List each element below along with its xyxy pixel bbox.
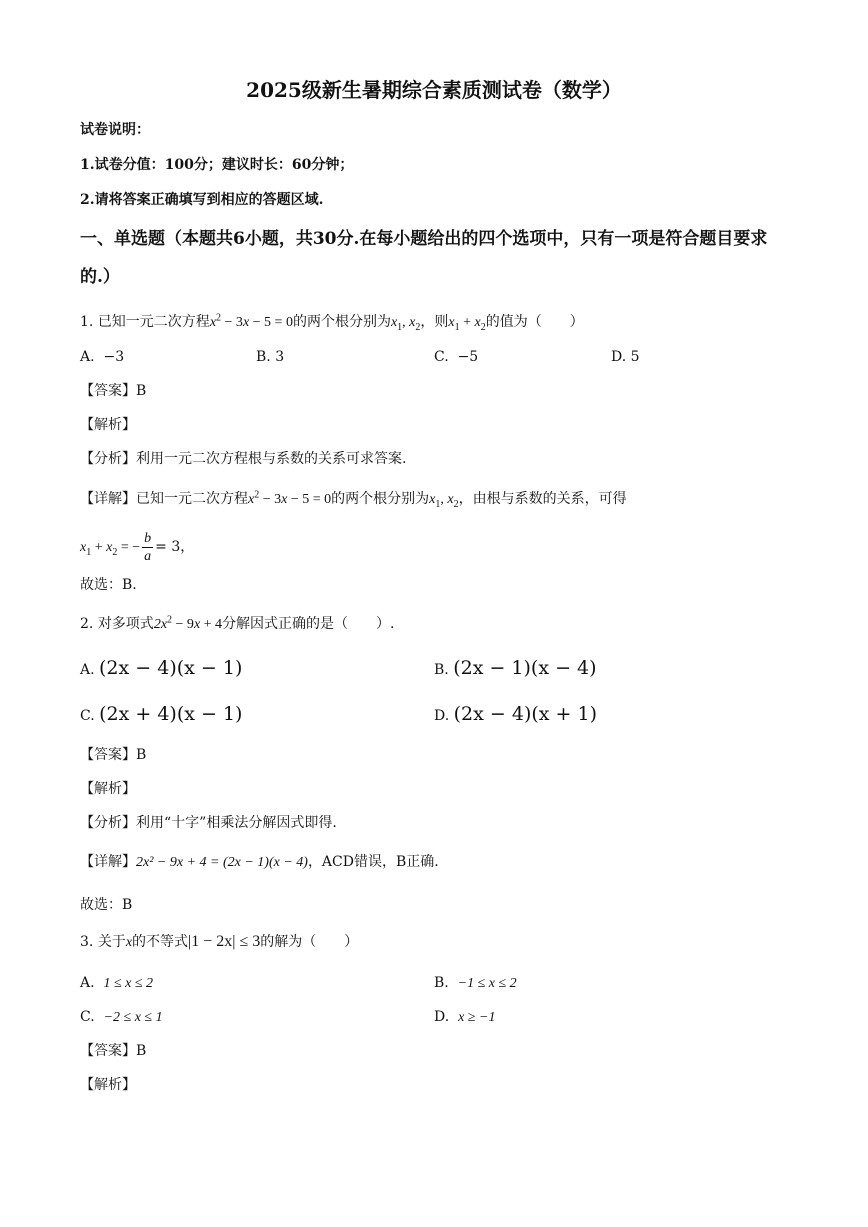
q2-option-d: D. (2x − 4)(x + 1): [434, 703, 597, 725]
q1-expr: $x_1 + x_2$: [448, 315, 486, 333]
q3-analysis-label: 【解析】: [80, 1077, 136, 1093]
q1-analysis: 【分析】利用一元二次方程根与系数的关系可求答案.: [80, 451, 407, 467]
q1-option-b: B. 3: [256, 349, 285, 365]
q2-option-c: C. (2x + 4)(x − 1): [80, 703, 243, 725]
q3-option-d: D. x ≥ −1: [434, 1009, 496, 1025]
section-heading-line-1: 一、单选题（本题共6小题，共30分.在每小题给出的四个选项中，只有一项是符合题目要求: [80, 229, 768, 249]
q1-analysis-label: 【解析】: [80, 417, 136, 433]
q3-option-b: B. −1 ≤ x ≤ 2: [434, 975, 517, 991]
q2-poly: $2x^2 - 9x + 4$: [153, 614, 223, 632]
q3-answer: 【答案】B: [80, 1043, 147, 1059]
q1-equation: $x^2 - 3x - 5 = 0$: [209, 312, 293, 330]
q1-option-d: D. 5: [611, 349, 640, 365]
q2-analysis: 【分析】利用“十字”相乘法分解因式即得.: [80, 815, 337, 831]
q1-stem: 1. 已知一元二次方程$x^2 - 3x - 5 = 0$的两个根分别为$x_1$, $x_2$，则$x_1 + x_2$的值为（ ）: [80, 312, 584, 333]
page-title: 2025级新生暑期综合素质测试卷（数学）: [246, 78, 622, 102]
section-heading-line-2: 的.）: [80, 267, 120, 287]
q2-answer: 【答案】B: [80, 747, 147, 763]
q1-option-a: A. −3: [80, 349, 125, 365]
notes-heading: 试卷说明：: [80, 122, 150, 138]
q3-option-a: A. 1 ≤ x ≤ 2: [80, 975, 154, 991]
q1-answer: 【答案】B: [80, 383, 147, 399]
q3-inequality: |1 − 2x| ≤ 3: [188, 933, 261, 950]
q1-detail: 【详解】已知一元二次方程$x^2 - 3x - 5 = 0$的两个根分别为$x_1$, $x_2$，由根与系数的关系，可得: [80, 489, 627, 510]
q2-choose: 故选：B: [80, 897, 133, 913]
notes-line-1: 1.试卷分值：100分；建议时长：60分钟；: [80, 157, 354, 173]
q2-option-b: B. (2x − 1)(x − 4): [434, 657, 597, 679]
q3-stem: 3. 关于x的不等式|1 − 2x| ≤ 3的解为（ ）: [80, 933, 359, 950]
q2-stem: 2. 对多项式$2x^2 - 9x + 4$分解因式正确的是（ ）.: [80, 614, 395, 632]
q3-option-c: C. −2 ≤ x ≤ 1: [80, 1009, 163, 1025]
q1-detail-formula: $x_1 + x_2$ = − $\frac{b}{a}$ = 3，: [80, 530, 195, 564]
q2-option-a: A. (2x − 4)(x − 1): [80, 657, 243, 679]
notes-line-2: 2.请将答案正确填写到相应的答题区域.: [80, 192, 324, 208]
q1-choose: 故选：B.: [80, 577, 137, 593]
q1-option-c: C. −5: [434, 349, 479, 365]
q1-roots: $x_1$, $x_2$: [390, 315, 421, 333]
q2-detail: 【详解】2x² − 9x + 4 = (2x − 1)(x − 4)，ACD错误，B正确.: [80, 854, 439, 870]
q2-analysis-label: 【解析】: [80, 781, 136, 797]
